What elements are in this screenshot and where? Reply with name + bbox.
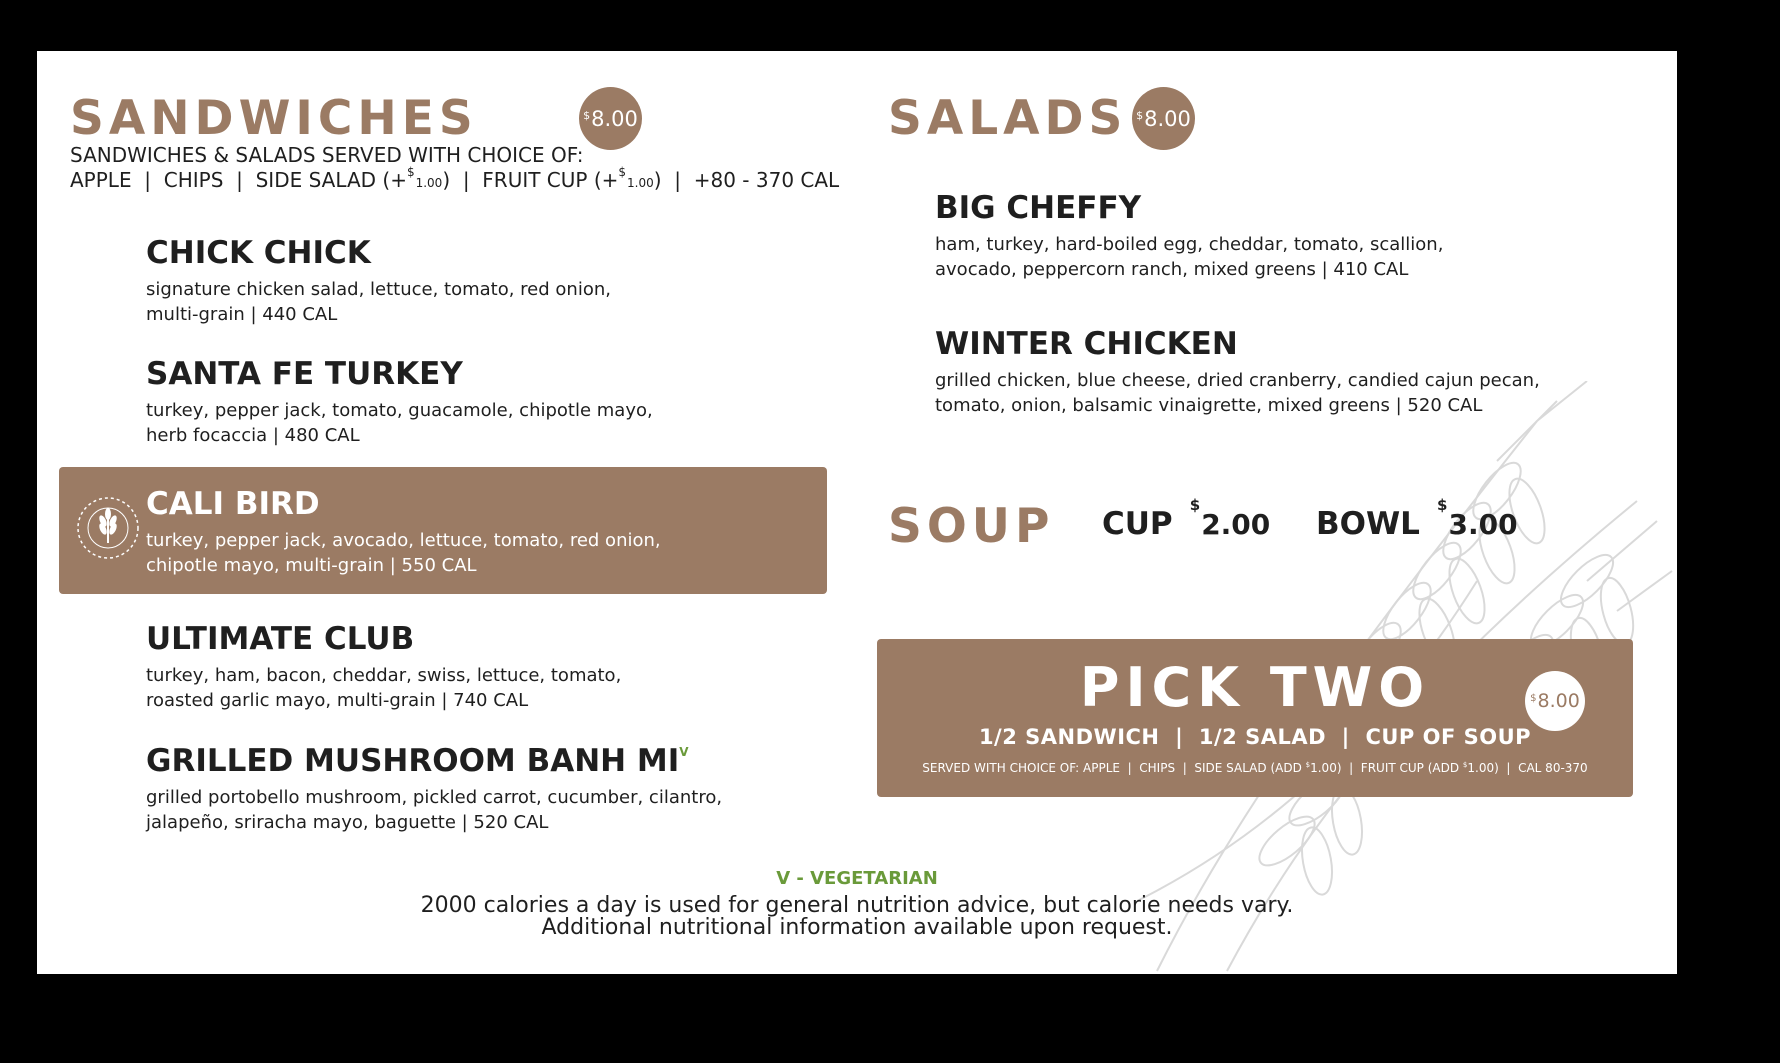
item-description: signature chicken salad, lettuce, tomato, red onion, xyxy=(146,279,611,300)
menu-item-grilled-mushroom-banh-mi xyxy=(146,743,723,835)
soup-bowl-price-wrap xyxy=(1437,496,1518,541)
side-salad-price: 1.00 xyxy=(415,176,443,190)
item-description: tomato, onion, balsamic vinaigrette, mixed greens | 520 CAL xyxy=(935,395,1483,416)
choice-heading: SANDWICHES & SALADS SERVED WITH CHOICE OF: xyxy=(70,143,584,167)
soup-cup-option xyxy=(1102,496,1271,542)
menu-item-big-cheffy xyxy=(935,190,1444,282)
fruit-cup-price: 1.00 xyxy=(627,176,654,190)
item-description: roasted garlic mayo, multi-grain | 740 CAL xyxy=(146,690,529,711)
soup-title: SOUP xyxy=(888,499,1055,554)
pick-two-fine-print xyxy=(877,761,1633,775)
choice-apple: APPLE xyxy=(70,168,132,192)
fine-price: 1.00 xyxy=(1310,761,1337,775)
soup-cup-label: CUP xyxy=(1102,506,1173,542)
choice-chips: CHIPS xyxy=(163,168,224,192)
menu-board xyxy=(37,51,1677,974)
fine-price: 1.00 xyxy=(1467,761,1495,775)
item-name: BIG CHEFFY xyxy=(935,190,1142,226)
menu-item-winter-chicken xyxy=(935,326,1540,418)
currency-symbol: $ xyxy=(583,109,591,122)
item-name-text: GRILLED MUSHROOM BANH MI xyxy=(146,743,680,779)
salads-price-badge xyxy=(1132,87,1195,150)
item-name: CHICK CHICK xyxy=(146,235,371,271)
choice-side-salad: SIDE SALAD (+ xyxy=(255,168,407,192)
sandwiches-title: SANDWICHES xyxy=(70,91,478,146)
item-name: CALI BIRD xyxy=(146,486,320,522)
calorie-note: 2000 calories a day is used for general nutrition advice, but calorie needs vary. xyxy=(420,893,1294,918)
menu-item-cali-bird xyxy=(146,486,661,578)
soup-bowl-label: BOWL xyxy=(1316,506,1420,542)
soup-bowl-option xyxy=(1316,496,1518,542)
item-description: herb focaccia | 480 CAL xyxy=(146,425,360,446)
sandwiches-price: 8.00 xyxy=(591,106,638,131)
salads-price: 8.00 xyxy=(1144,106,1191,131)
currency-symbol: $ xyxy=(1189,496,1201,514)
pick-two-price: 8.00 xyxy=(1537,690,1580,712)
soup-cup-price-wrap xyxy=(1189,496,1271,541)
soup-cup-price: 2.00 xyxy=(1201,508,1271,541)
wheat-seal-icon xyxy=(75,495,141,561)
item-description: turkey, ham, bacon, cheddar, swiss, lettuce, tomato, xyxy=(146,665,622,686)
item-name xyxy=(146,743,722,779)
item-name: ULTIMATE CLUB xyxy=(146,621,415,657)
menu-item-chick-chick xyxy=(146,235,611,327)
choice-options: APPLE | CHIPS | SIDE SALAD (+$1.00) | FRUIT CUP (+$1.00) | +80 - 370 CAL xyxy=(70,165,840,192)
pick-two-price-badge xyxy=(1525,671,1585,731)
currency-symbol: $ xyxy=(406,165,415,179)
choice-fruit-cup: FRUIT CUP (+ xyxy=(482,168,619,192)
item-description: jalapeño, sriracha mayo, baguette | 520 CAL xyxy=(146,812,549,833)
pick-two-banner xyxy=(877,639,1633,797)
currency-symbol: $ xyxy=(1462,761,1468,769)
item-description: grilled chicken, blue cheese, dried cranberry, candied cajun pecan, xyxy=(935,370,1540,391)
soup-bowl-price: 3.00 xyxy=(1448,508,1518,541)
currency-symbol: $ xyxy=(1530,692,1537,704)
pick-two-title: PICK TWO xyxy=(1079,656,1431,719)
currency-symbol: $ xyxy=(1305,761,1311,769)
item-description: avocado, peppercorn ranch, mixed greens | 410 CAL xyxy=(935,259,1409,280)
vegetarian-legend: V - VEGETARIAN xyxy=(776,868,938,889)
choice-calories: +80 - 370 CAL xyxy=(693,168,840,192)
salads-title: SALADS xyxy=(888,91,1128,146)
item-description: ham, turkey, hard-boiled egg, cheddar, tomato, scallion, xyxy=(935,234,1444,255)
featured-item-banner xyxy=(59,467,827,594)
currency-symbol: $ xyxy=(1136,109,1144,122)
item-description: multi-grain | 440 CAL xyxy=(146,304,338,325)
currency-symbol: $ xyxy=(1437,496,1448,514)
fine-print-part: SERVED WITH CHOICE OF: APPLE | CHIPS | SIDE SALAD (ADD xyxy=(922,761,1306,775)
footer xyxy=(37,868,1677,938)
currency-symbol: $ xyxy=(618,165,627,179)
item-name: WINTER CHICKEN xyxy=(935,326,1238,362)
item-description: turkey, pepper jack, avocado, lettuce, tomato, red onion, xyxy=(146,530,661,551)
item-description: chipotle mayo, multi-grain | 550 CAL xyxy=(146,555,477,576)
menu-item-ultimate-club xyxy=(146,621,622,713)
fine-print-part: ) | CAL 80-370 xyxy=(1494,761,1588,775)
item-description: turkey, pepper jack, tomato, guacamole, chipotle mayo, xyxy=(146,400,653,421)
nutrition-note: Additional nutritional information available upon request. xyxy=(541,915,1173,940)
fine-print-part: ) | FRUIT CUP (ADD xyxy=(1336,761,1463,775)
pick-two-options: 1/2 SANDWICH | 1/2 SALAD | CUP OF SOUP xyxy=(978,725,1532,749)
sandwiches-price-badge xyxy=(579,87,642,150)
item-description: grilled portobello mushroom, pickled carrot, cucumber, cilantro, xyxy=(146,787,723,808)
menu-item-santa-fe-turkey xyxy=(146,356,653,448)
vegetarian-mark: V xyxy=(679,745,689,759)
item-name: SANTA FE TURKEY xyxy=(146,356,463,392)
